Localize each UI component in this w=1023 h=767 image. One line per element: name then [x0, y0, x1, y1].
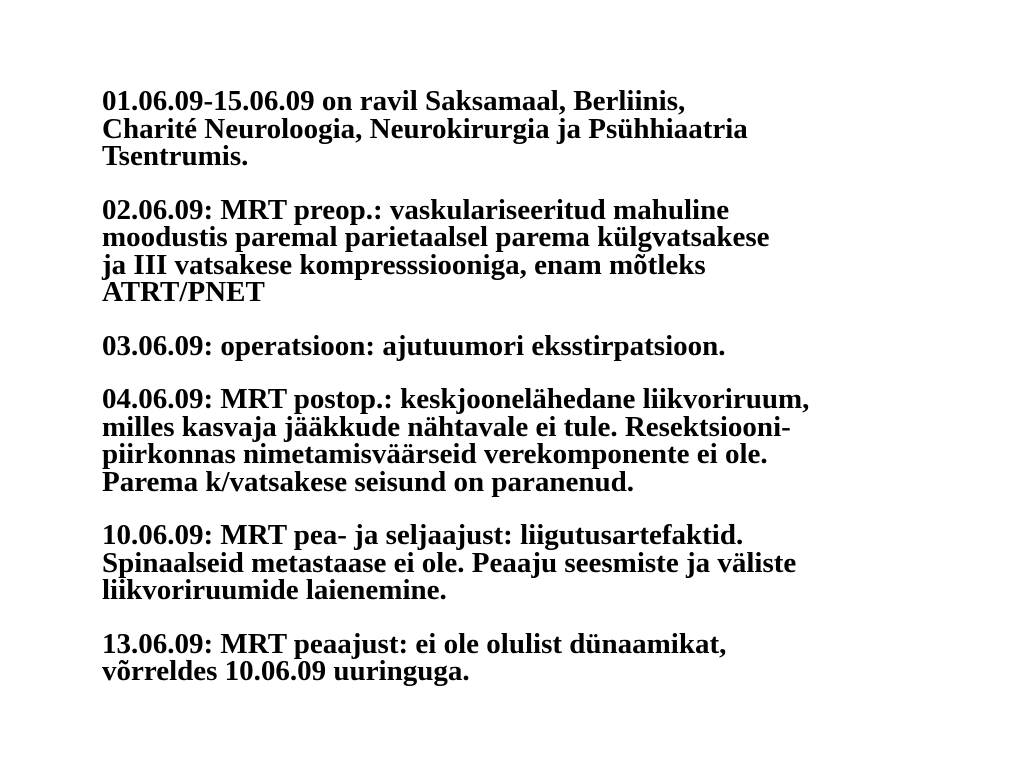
paragraph-mrt-head-followup: [102, 627, 1002, 687]
text-line: võrreldes 10.06.09 uuringuga.: [102, 655, 470, 687]
text-line: 01.06.09-15.06.09 on ravil Saksamaal, Berliinis,: [102, 85, 686, 117]
text-line: Charité Neuroloogia, Neurokirurgia ja Psühhiaatria: [102, 112, 748, 145]
text-line: liikvoriruumide laienemine.: [102, 574, 447, 606]
text-line: piirkonnas nimetamisväärseid verekomponente ei ole.: [102, 438, 768, 470]
slide-body: [102, 85, 1002, 712]
text-line: Tsentrumis.: [102, 140, 249, 172]
paragraph-mrt-postop: [102, 383, 1002, 498]
text-line: 04.06.09: MRT postop.: keskjoonelähedane liikvoriruum,: [102, 383, 810, 415]
text-line: ATRT/PNET: [102, 276, 265, 308]
paragraph-treatment-period: [102, 85, 1002, 172]
text-line: 10.06.09: MRT pea- ja seljaajust: liigutusartefaktid.: [102, 519, 744, 551]
paragraph-mrt-head-spine: [102, 519, 1002, 606]
paragraph-operation: [102, 329, 1002, 362]
text-line: 13.06.09: MRT peaajust: ei ole olulist dünaamikat,: [102, 627, 727, 660]
paragraph-mrt-preop: [102, 193, 1002, 308]
text-line: Parema k/vatsakese seisund on paranenud.: [102, 465, 635, 498]
text-line: 03.06.09: operatsioon: ajutuumori eksstirpatsioon.: [102, 329, 726, 362]
text-line: ja III vatsakese kompresssiooniga, enam mõtleks: [102, 248, 706, 281]
text-line: Spinaalseid metastaase ei ole. Peaaju seesmiste ja väliste: [102, 546, 797, 579]
text-line: milles kasvaja jääkkude nähtavale ei tule. Resektsiooni-: [102, 410, 791, 443]
text-line: moodustis paremal parietaalsel parema külgvatsakese: [102, 221, 770, 253]
text-line: 02.06.09: MRT preop.: vaskulariseeritud mahuline: [102, 193, 730, 226]
